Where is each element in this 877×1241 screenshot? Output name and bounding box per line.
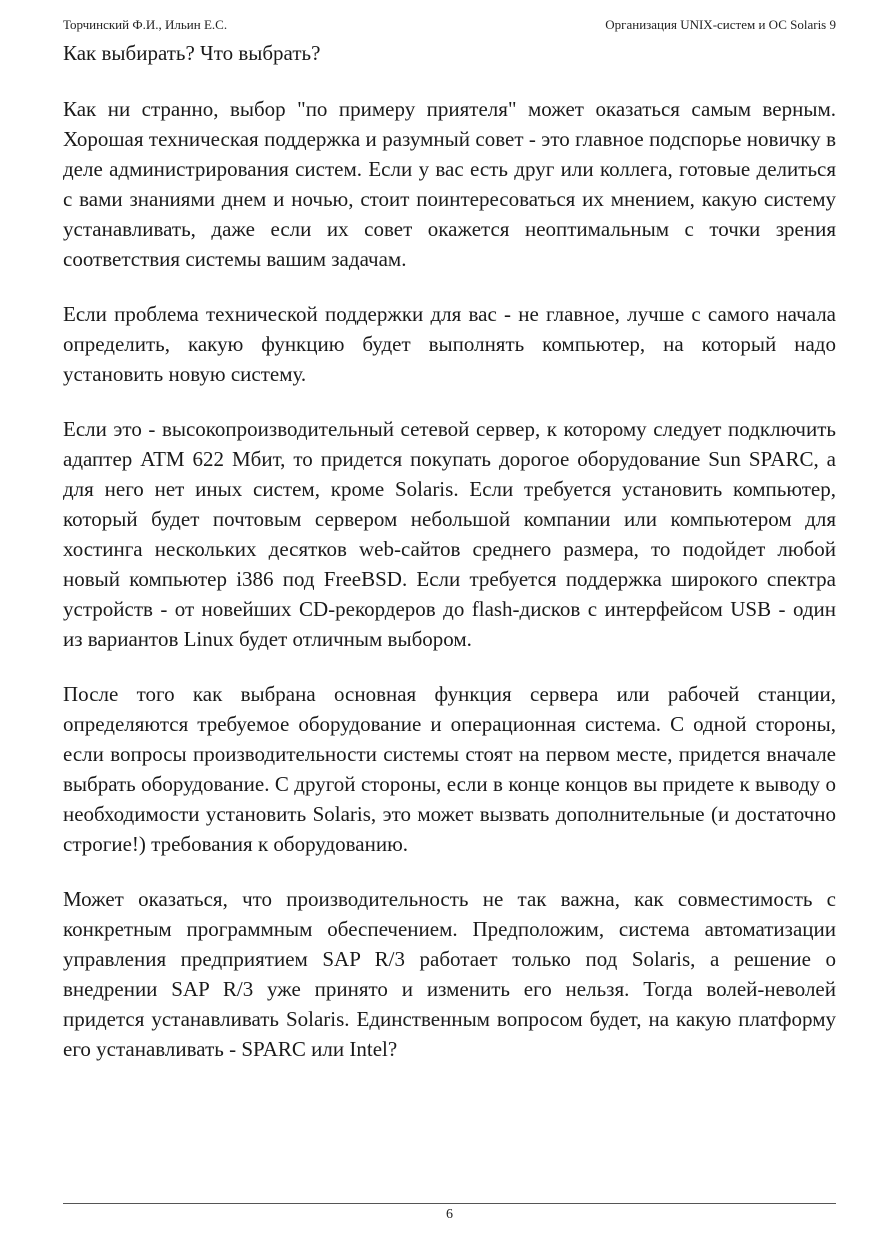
header-authors: Торчинский Ф.И., Ильин Е.С.: [63, 17, 228, 32]
paragraph-5: Может оказаться, что производительность не так важна, как совместимость с конкретным программным обеспечением. Предположим, система автоматизации управления предприятием SAP R/3 работает только под Solaris, а решение о внедрении SAP R/3 уже принято и изменить его нельзя. Тогда волей-неволей придется устанавливать Solaris. Единственным вопросом будет, на какую платформу его устанавливать - SPARC или Intel?: [63, 887, 836, 1061]
footer-divider: [63, 1203, 836, 1204]
document-page: [63, 0, 836, 1241]
section-title: Как выбирать? Что выбрать?: [63, 41, 321, 65]
page-number: 6: [446, 1207, 453, 1222]
paragraph-3: Если это - высокопроизводительный сетевой сервер, к которому следует подключить адаптер ATM 622 Мбит, то придется покупать дорогое оборудование Sun SPARC, а для него нет иных систем, кроме Solaris. Если требуется установить компьютер, который будет почтовым сервером небольшой компании или компьютером для хостинга нескольких десятков web-сайтов среднего размера, то подойдет любой новый компьютер i386 под FreeBSD. Если требуется поддержка широкого спектра устройств - от новейших CD-рекордеров до flash-дисков с интерфейсом USB - один из вариантов Linux будет отличным выбором.: [63, 417, 836, 651]
page-content: [63, 38, 836, 1089]
paragraph-2: Если проблема технической поддержки для вас - не главное, лучше с самого начала определить, какую функцию будет выполнять компьютер, на который надо установить новую систему.: [63, 302, 836, 386]
paragraph-1: Как ни странно, выбор "по примеру приятеля" может оказаться самым верным. Хорошая техническая поддержка и разумный совет - это главное подспорье новичку в деле администрирования систем. Если у вас есть друг или коллега, готовые делиться с вами знаниями днем и ночью, стоит поинтересоваться их мнением, какую систему устанавливать, даже если их совет окажется неоптимальным с точки зрения соответствия системы вашим задачам.: [63, 97, 836, 271]
header-book-title: Организация UNIX-систем и ОС Solaris 9: [605, 17, 836, 32]
paragraph-4: После того как выбрана основная функция сервера или рабочей станции, определяются требуемое оборудование и операционная система. С одной стороны, если вопросы производительности системы стоят на первом месте, придется вначале выбрать оборудование. С другой стороны, если в конце концов вы придете к выводу о необходимости установить Solaris, это может вызвать дополнительные (и достаточно строгие!) требования к оборудованию.: [63, 682, 836, 856]
